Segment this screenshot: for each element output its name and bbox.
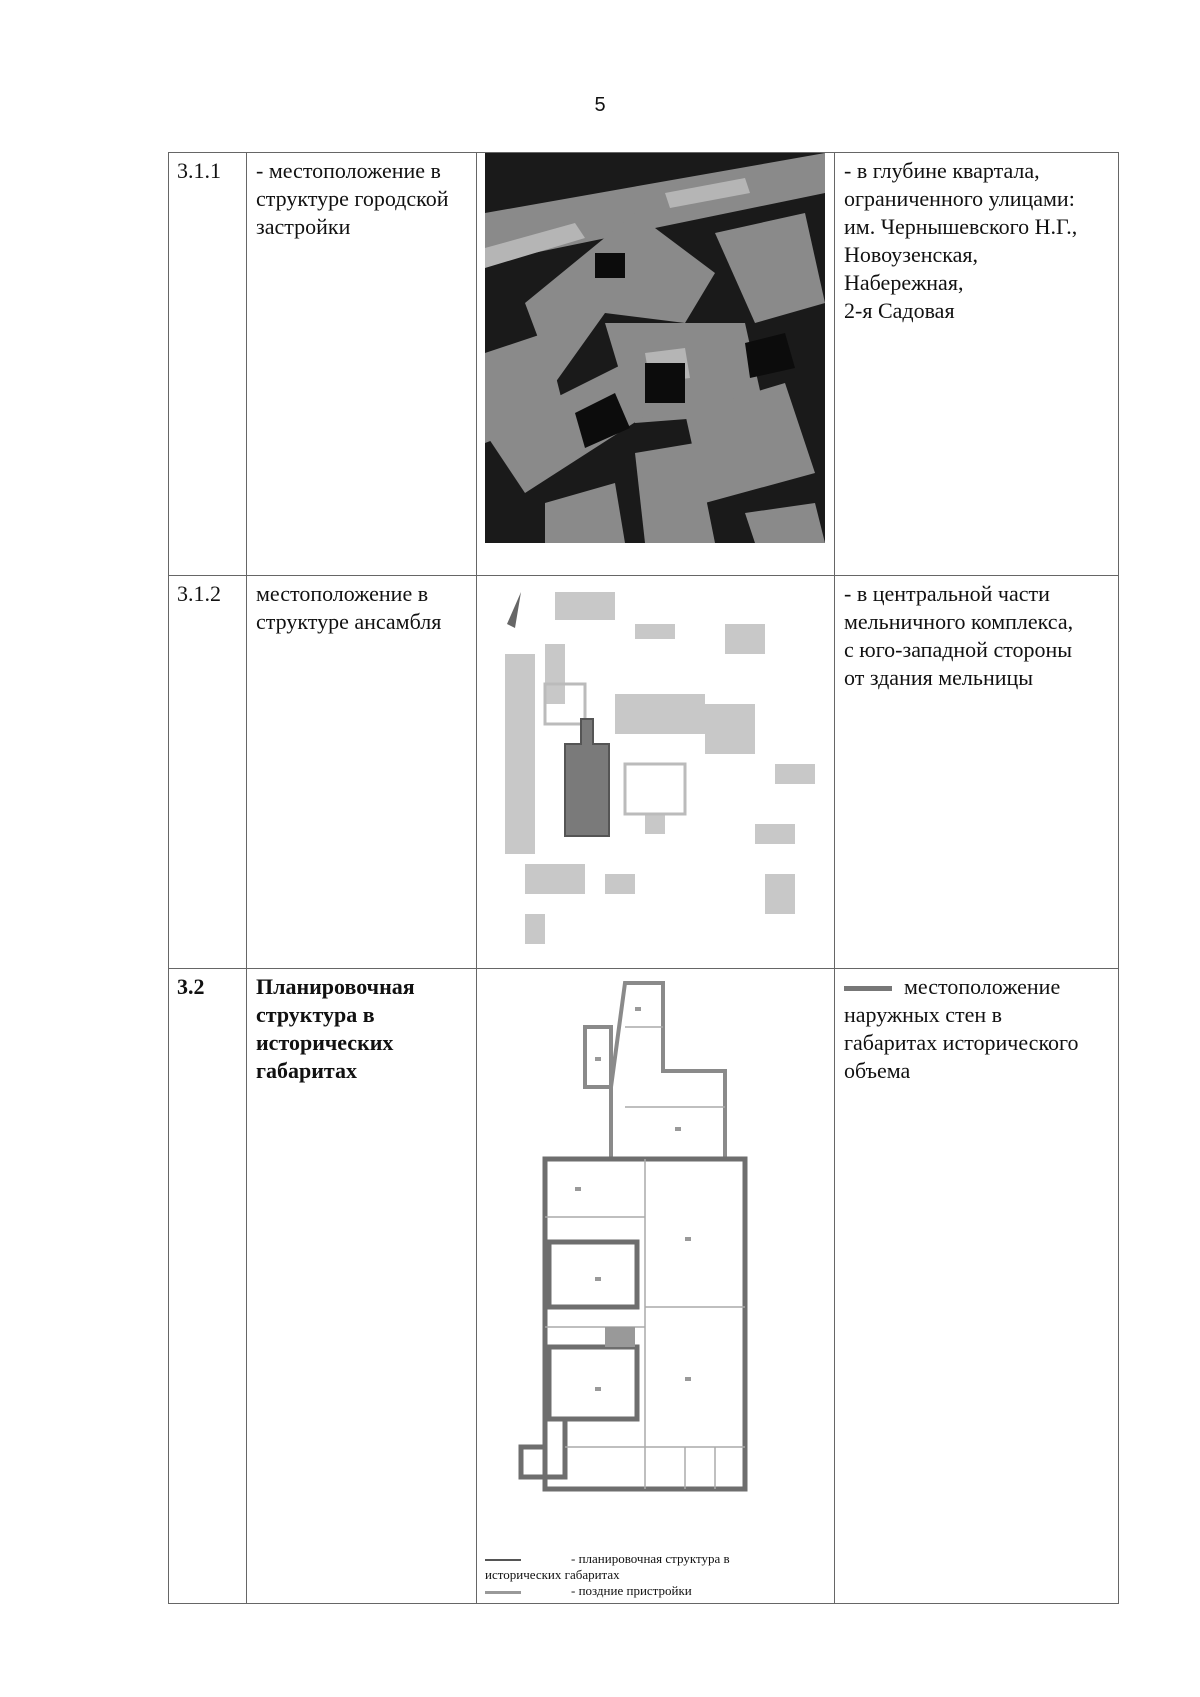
table-row [169, 969, 1119, 1604]
ensemble-plan-cell [477, 576, 835, 969]
row-number: 3.2 [169, 969, 247, 1604]
aerial-photo-cell [477, 153, 835, 576]
attributes-table [168, 152, 1119, 1604]
table-row [169, 153, 1119, 576]
page-number: 5 [594, 94, 606, 116]
row-label: местоположение в структуре ансамбля [247, 576, 477, 969]
wall-line-swatch [844, 986, 892, 991]
target-building [565, 719, 609, 836]
table-row [169, 576, 1119, 969]
row-number: 3.1.1 [169, 153, 247, 576]
row-description: - в глубине квартала, ограниченного улицами: им. Чернышевского Н.Г., Новоузенская, Набережная, 2-я Садовая [835, 153, 1119, 576]
floor-plan-cell [477, 969, 835, 1604]
row-label: Планировочная структура в исторических габаритах [247, 969, 477, 1604]
row-description: местоположение наружных стен в габаритах исторического объема [835, 969, 1119, 1604]
floor-plan-drawing [485, 977, 825, 1537]
row-number: 3.1.2 [169, 576, 247, 969]
thin-line-swatch [485, 1559, 521, 1561]
ensemble-site-plan [485, 584, 825, 954]
row-label: - местоположение в структуре городской застройки [247, 153, 477, 576]
floor-plan-legend: - планировочная структура в исторических габаритах - поздние пристройки [485, 1551, 730, 1598]
grey-line-swatch [485, 1591, 521, 1594]
row-description: - в центральной части мельничного комплекса, с юго-западной стороны от здания мельницы [835, 576, 1119, 969]
north-arrow-icon [507, 592, 521, 628]
aerial-photo-image [485, 153, 825, 543]
